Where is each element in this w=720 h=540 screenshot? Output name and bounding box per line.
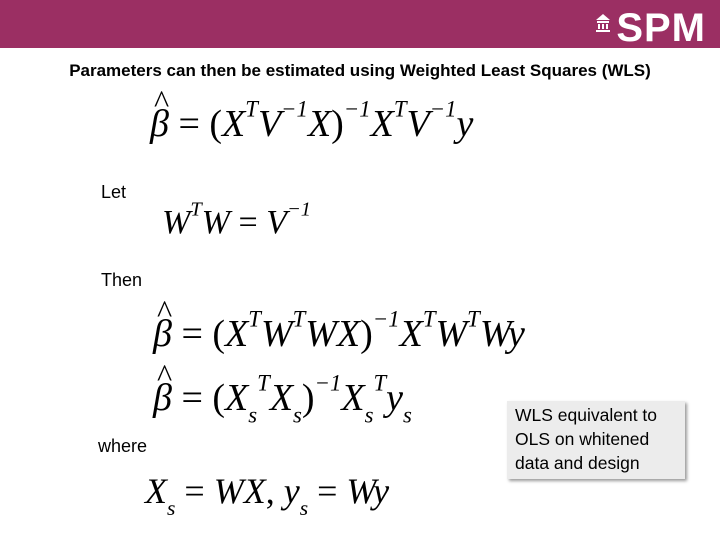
- label-let: Let: [101, 182, 127, 202]
- equation-wls-whitened: ^ $\beta = (X^TW^TWX)^{-1}X^TW^TWy$: [153, 312, 525, 356]
- slide-subtitle: Parameters can then be estimated using Weighted Least Squares (WLS): [69, 61, 651, 80]
- spm-logo: [596, 6, 706, 50]
- label-then: Then: [101, 270, 143, 290]
- note-box: WLS equivalent to OLS on whitened data and design: [507, 401, 685, 479]
- equation-ols-form: ^ $\beta = (X_s^TX_s)^{-1}X_s^Ty_s$: [153, 376, 412, 420]
- equation-whitening: $W^TW = V^{-1}$: [162, 198, 311, 241]
- spm-logo-text: SPM: [616, 6, 706, 50]
- spm-building-icon: [596, 14, 610, 32]
- label-where: where: [98, 436, 148, 456]
- header-bar: [0, 0, 720, 48]
- equation-wls-estimator: ^ $\beta = (X^TV^{-1}X)^{-1}X^TV^{-1}y$: [150, 102, 473, 146]
- equation-definitions: $X_s$ = WX, $y_s = Wy$: [145, 471, 390, 520]
